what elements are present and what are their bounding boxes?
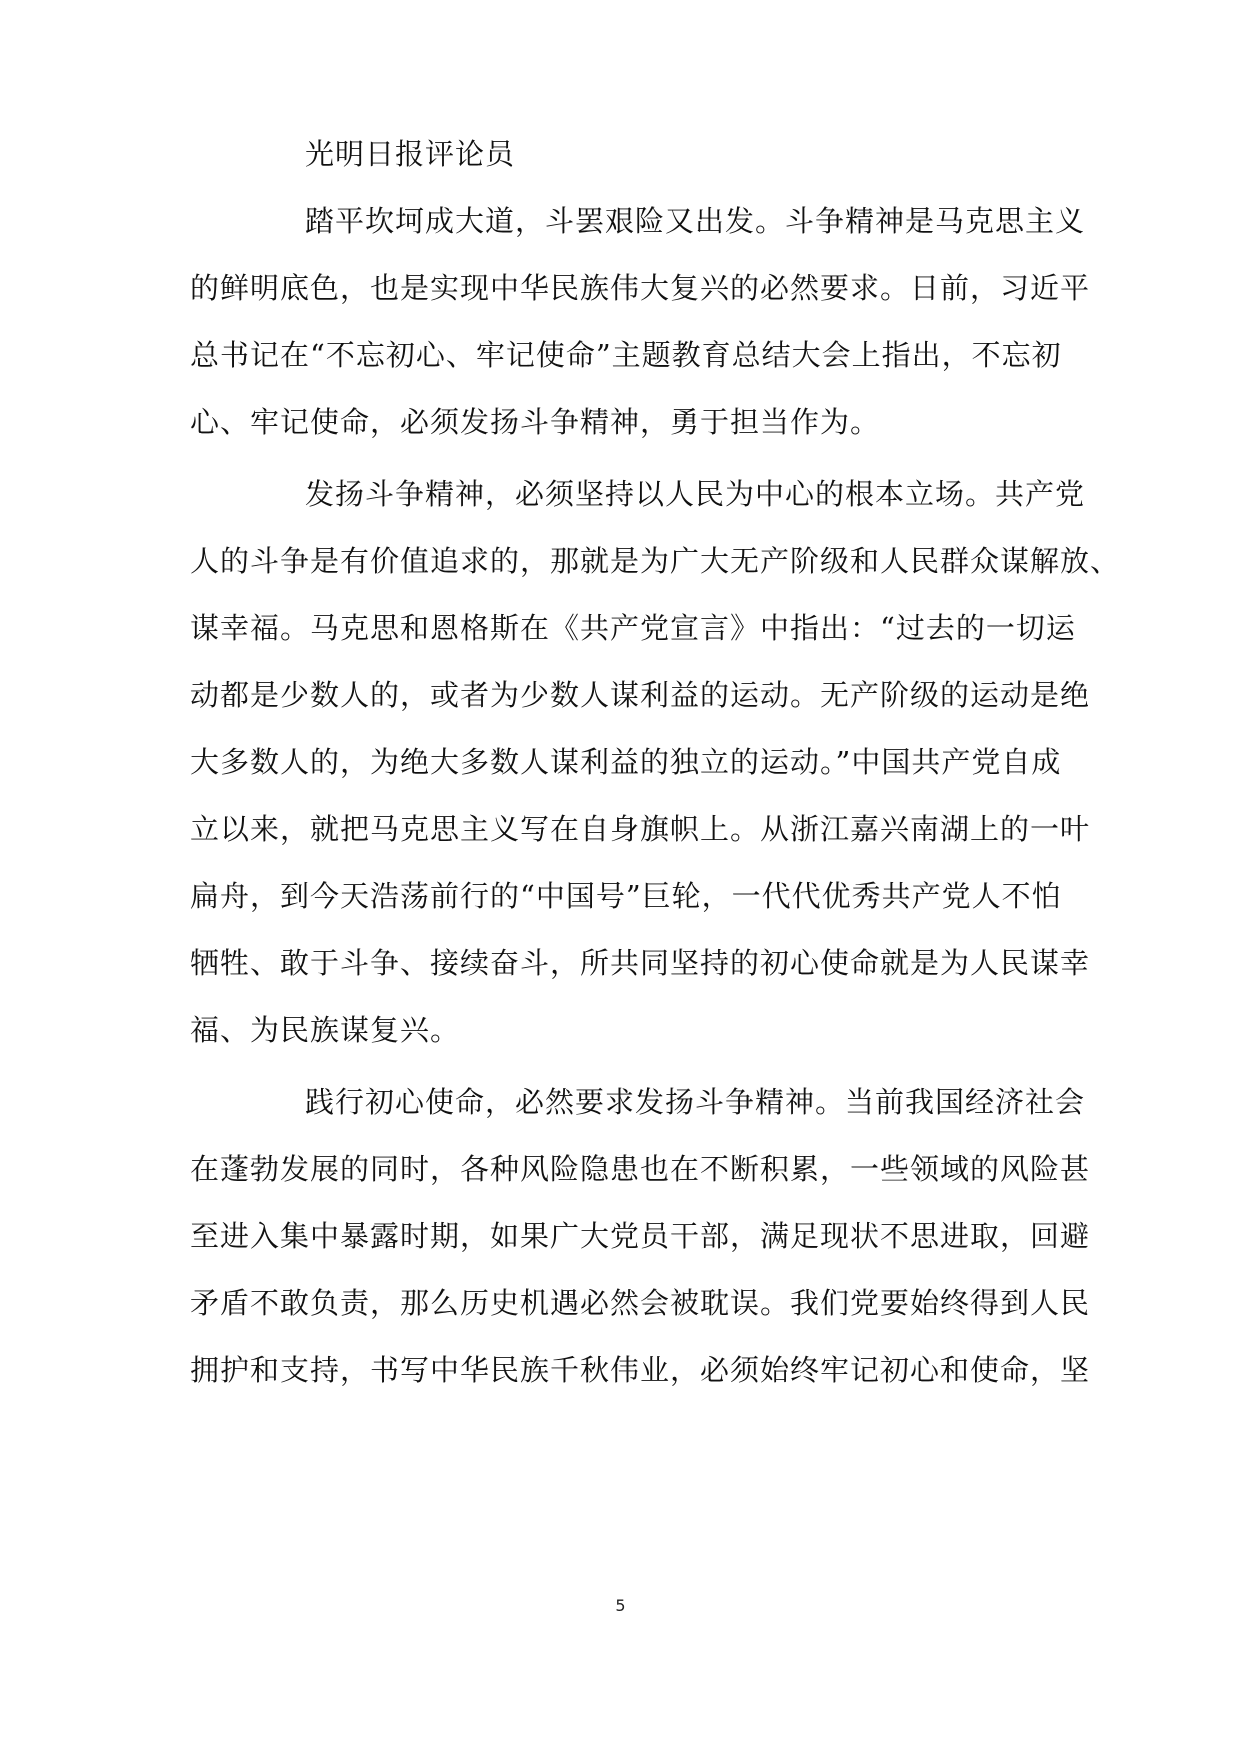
paragraph-2-line-7: 扁舟，到今天浩荡前行的“中国号”巨轮，一代代优秀共产党人不怕 xyxy=(190,879,1062,913)
byline: 光明日报评论员 xyxy=(305,137,516,171)
paragraph-1-line-3: 总书记在“不忘初心、牢记使命”主题教育总结大会上指出，不忘初 xyxy=(190,338,1062,372)
paragraph-2-line-6: 立以来，就把马克思主义写在自身旗帜上。从浙江嘉兴南湖上的一叶 xyxy=(190,812,1091,846)
paragraph-1-line-4: 心、牢记使命，必须发扬斗争精神，勇于担当作为。 xyxy=(190,405,881,439)
paragraph-2-line-3: 谋幸福。马克思和恩格斯在《共产党宣言》中指出：“过去的一切运 xyxy=(190,611,1076,645)
page-number: 5 xyxy=(615,1596,626,1615)
paragraph-3-line-3: 至进入集中暴露时期，如果广大党员干部，满足现状不思进取，回避 xyxy=(190,1219,1091,1253)
paragraph-2-line-2: 人的斗争是有价值追求的，那就是为广大无产阶级和人民群众谋解放、 xyxy=(190,544,1121,578)
paragraph-1-line-1: 踏平坎坷成大道，斗罢艰险又出发。斗争精神是马克思主义 xyxy=(305,204,1086,238)
paragraph-2-line-8: 牺牲、敢于斗争、接续奋斗，所共同坚持的初心使命就是为人民谋幸 xyxy=(190,946,1091,980)
paragraph-3-line-4: 矛盾不敢负责，那么历史机遇必然会被耽误。我们党要始终得到人民 xyxy=(190,1286,1091,1320)
paragraph-3-line-5: 拥护和支持，书写中华民族千秋伟业，必须始终牢记初心和使命，坚 xyxy=(190,1353,1091,1387)
paragraph-2-line-5: 大多数人的，为绝大多数人谋利益的独立的运动。”中国共产党自成 xyxy=(190,745,1062,779)
paragraph-3-line-1: 践行初心使命，必然要求发扬斗争精神。当前我国经济社会 xyxy=(305,1085,1086,1119)
paragraph-1-line-2: 的鲜明底色，也是实现中华民族伟大复兴的必然要求。日前，习近平 xyxy=(190,271,1091,305)
paragraph-2-line-4: 动都是少数人的，或者为少数人谋利益的运动。无产阶级的运动是绝 xyxy=(190,678,1091,712)
paragraph-3-line-2: 在蓬勃发展的同时，各种风险隐患也在不断积累，一些领域的风险甚 xyxy=(190,1152,1091,1186)
paragraph-2-line-9: 福、为民族谋复兴。 xyxy=(190,1013,461,1047)
paragraph-2-line-1: 发扬斗争精神，必须坚持以人民为中心的根本立场。共产党 xyxy=(305,477,1086,511)
